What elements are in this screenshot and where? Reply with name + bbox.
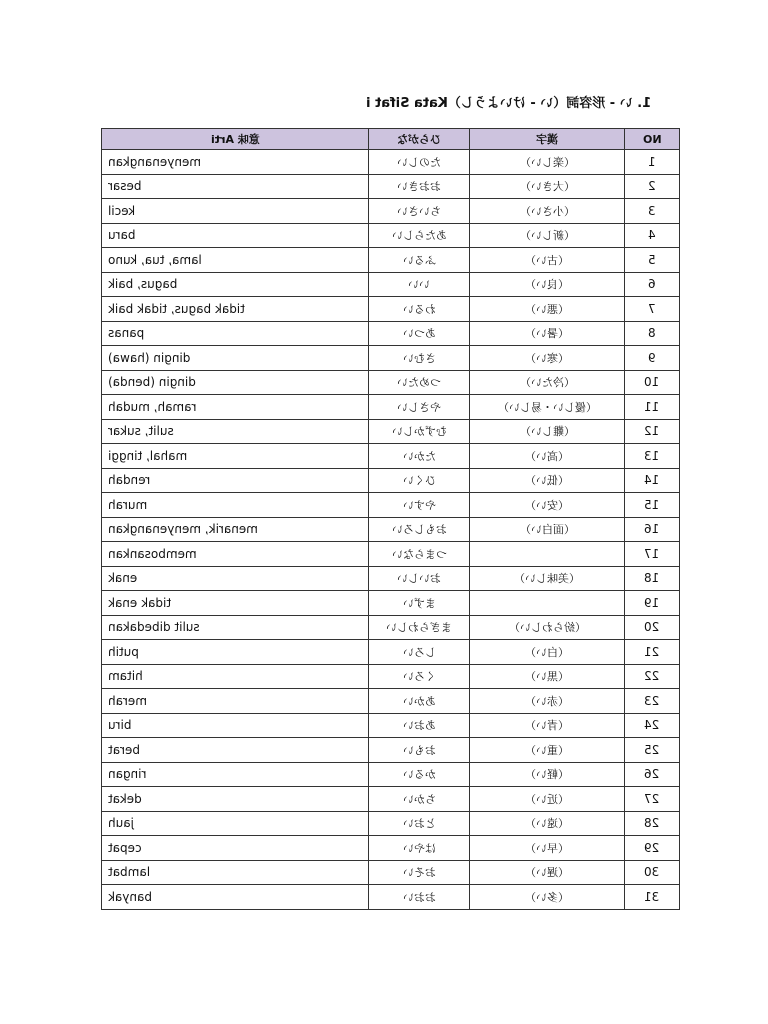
cell-no: 20 bbox=[625, 615, 680, 640]
table-row bbox=[102, 738, 680, 763]
table-row bbox=[102, 566, 680, 591]
cell-arti: biru bbox=[102, 713, 369, 738]
table-row bbox=[102, 762, 680, 787]
cell-hiragana: つまらない bbox=[369, 542, 470, 567]
table-row bbox=[102, 836, 680, 861]
cell-hiragana: あつい bbox=[369, 321, 470, 346]
cell-arti: ringan bbox=[102, 762, 369, 787]
cell-no: 9 bbox=[625, 346, 680, 371]
cell-kanji: （近い） bbox=[470, 787, 625, 812]
cell-no: 12 bbox=[625, 419, 680, 444]
cell-hiragana: いい bbox=[369, 272, 470, 297]
cell-arti: ramah, mudah bbox=[102, 395, 369, 420]
cell-arti: jauh bbox=[102, 811, 369, 836]
cell-hiragana: わるい bbox=[369, 297, 470, 322]
cell-arti: hitam bbox=[102, 664, 369, 689]
header-no: NO bbox=[625, 129, 680, 150]
cell-hiragana: まずい bbox=[369, 591, 470, 616]
table-row bbox=[102, 591, 680, 616]
header-arti: 意味 Arti bbox=[102, 129, 369, 150]
cell-kanji: （赤い） bbox=[470, 689, 625, 714]
cell-hiragana: むずかしい bbox=[369, 419, 470, 444]
cell-no: 23 bbox=[625, 689, 680, 714]
cell-hiragana: しろい bbox=[369, 640, 470, 665]
cell-arti: murah bbox=[102, 493, 369, 518]
table-row bbox=[102, 297, 680, 322]
cell-kanji: （高い） bbox=[470, 444, 625, 469]
cell-kanji: （難しい） bbox=[470, 419, 625, 444]
cell-kanji: （重い） bbox=[470, 738, 625, 763]
cell-no: 1 bbox=[625, 150, 680, 175]
cell-kanji: （大きい） bbox=[470, 174, 625, 199]
table-row bbox=[102, 885, 680, 910]
cell-kanji: （青い） bbox=[470, 713, 625, 738]
cell-arti: merah bbox=[102, 689, 369, 714]
cell-hiragana: あたらしい bbox=[369, 223, 470, 248]
cell-arti: dekat bbox=[102, 787, 369, 812]
table-row bbox=[102, 640, 680, 665]
cell-hiragana: たのしい bbox=[369, 150, 470, 175]
page-title bbox=[366, 92, 656, 111]
cell-arti: dingin (hawa) bbox=[102, 346, 369, 371]
cell-hiragana: まぎらわしい bbox=[369, 615, 470, 640]
table-row bbox=[102, 199, 680, 224]
table-row bbox=[102, 468, 680, 493]
header-kanji: 漢字 bbox=[470, 129, 625, 150]
table-row bbox=[102, 370, 680, 395]
cell-kanji bbox=[470, 542, 625, 567]
cell-arti: tidak bagus, tidak baik bbox=[102, 297, 369, 322]
cell-hiragana: おもい bbox=[369, 738, 470, 763]
cell-kanji: （面白い） bbox=[470, 517, 625, 542]
cell-arti: baru bbox=[102, 223, 369, 248]
cell-no: 4 bbox=[625, 223, 680, 248]
cell-no: 22 bbox=[625, 664, 680, 689]
cell-kanji: （遅い） bbox=[470, 860, 625, 885]
table-row bbox=[102, 713, 680, 738]
table-row bbox=[102, 664, 680, 689]
cell-arti: lama, tua, kuno bbox=[102, 248, 369, 273]
cell-kanji: （美味しい） bbox=[470, 566, 625, 591]
cell-kanji: （軽い） bbox=[470, 762, 625, 787]
table-header-row bbox=[102, 129, 680, 150]
cell-hiragana: あおい bbox=[369, 713, 470, 738]
cell-kanji: （優しい・易しい） bbox=[470, 395, 625, 420]
cell-hiragana: おそい bbox=[369, 860, 470, 885]
cell-no: 13 bbox=[625, 444, 680, 469]
cell-hiragana: かるい bbox=[369, 762, 470, 787]
table-row bbox=[102, 346, 680, 371]
table-row bbox=[102, 860, 680, 885]
cell-kanji: （低い） bbox=[470, 468, 625, 493]
cell-hiragana: はやい bbox=[369, 836, 470, 861]
cell-no: 5 bbox=[625, 248, 680, 273]
cell-arti: tidak enak bbox=[102, 591, 369, 616]
cell-kanji: （良い） bbox=[470, 272, 625, 297]
cell-arti: putih bbox=[102, 640, 369, 665]
cell-no: 24 bbox=[625, 713, 680, 738]
cell-hiragana: ちかい bbox=[369, 787, 470, 812]
cell-no: 17 bbox=[625, 542, 680, 567]
cell-kanji: （紛らわしい） bbox=[470, 615, 625, 640]
cell-no: 8 bbox=[625, 321, 680, 346]
cell-hiragana: ちいさい bbox=[369, 199, 470, 224]
cell-kanji: （黒い） bbox=[470, 664, 625, 689]
cell-hiragana: おおきい bbox=[369, 174, 470, 199]
table-row bbox=[102, 321, 680, 346]
cell-no: 2 bbox=[625, 174, 680, 199]
cell-hiragana: くろい bbox=[369, 664, 470, 689]
cell-hiragana: ひくい bbox=[369, 468, 470, 493]
cell-hiragana: さむい bbox=[369, 346, 470, 371]
cell-no: 21 bbox=[625, 640, 680, 665]
table-row bbox=[102, 419, 680, 444]
table-row bbox=[102, 150, 680, 175]
cell-no: 28 bbox=[625, 811, 680, 836]
table-row bbox=[102, 517, 680, 542]
table-row bbox=[102, 615, 680, 640]
cell-no: 7 bbox=[625, 297, 680, 322]
cell-hiragana: おもしろい bbox=[369, 517, 470, 542]
cell-arti: menyenangkan bbox=[102, 150, 369, 175]
cell-arti: cepat bbox=[102, 836, 369, 861]
cell-arti: panas bbox=[102, 321, 369, 346]
cell-no: 6 bbox=[625, 272, 680, 297]
cell-no: 25 bbox=[625, 738, 680, 763]
cell-kanji: （小さい） bbox=[470, 199, 625, 224]
cell-arti: besar bbox=[102, 174, 369, 199]
cell-arti: mahal, tinggi bbox=[102, 444, 369, 469]
cell-hiragana: とおい bbox=[369, 811, 470, 836]
cell-kanji: （遠い） bbox=[470, 811, 625, 836]
cell-no: 16 bbox=[625, 517, 680, 542]
cell-no: 31 bbox=[625, 885, 680, 910]
cell-kanji: （新しい） bbox=[470, 223, 625, 248]
cell-no: 27 bbox=[625, 787, 680, 812]
page-title-text: 1. い - 形容詞（い - けいようし）Kata Sifat i bbox=[366, 96, 652, 111]
table-row bbox=[102, 395, 680, 420]
table-row bbox=[102, 272, 680, 297]
cell-arti: menarik, menyenangkan bbox=[102, 517, 369, 542]
cell-kanji: （楽しい） bbox=[470, 150, 625, 175]
table-row bbox=[102, 542, 680, 567]
table-row bbox=[102, 174, 680, 199]
cell-arti: bagus, baik bbox=[102, 272, 369, 297]
cell-arti: sulit dibedakan bbox=[102, 615, 369, 640]
cell-kanji: （悪い） bbox=[470, 297, 625, 322]
cell-no: 19 bbox=[625, 591, 680, 616]
table-row bbox=[102, 248, 680, 273]
cell-kanji: （多い） bbox=[470, 885, 625, 910]
cell-arti: rendah bbox=[102, 468, 369, 493]
cell-no: 29 bbox=[625, 836, 680, 861]
table-row bbox=[102, 689, 680, 714]
cell-no: 30 bbox=[625, 860, 680, 885]
cell-no: 11 bbox=[625, 395, 680, 420]
cell-hiragana: たかい bbox=[369, 444, 470, 469]
table-row bbox=[102, 493, 680, 518]
table-row bbox=[102, 223, 680, 248]
cell-no: 18 bbox=[625, 566, 680, 591]
cell-hiragana: あかい bbox=[369, 689, 470, 714]
cell-no: 10 bbox=[625, 370, 680, 395]
cell-hiragana: やさしい bbox=[369, 395, 470, 420]
cell-arti: enak bbox=[102, 566, 369, 591]
cell-kanji: （古い） bbox=[470, 248, 625, 273]
cell-arti: banyak bbox=[102, 885, 369, 910]
cell-kanji: （冷たい） bbox=[470, 370, 625, 395]
cell-arti: membosankan bbox=[102, 542, 369, 567]
cell-arti: dingin (benda) bbox=[102, 370, 369, 395]
cell-hiragana: やすい bbox=[369, 493, 470, 518]
cell-arti: sulit, sukar bbox=[102, 419, 369, 444]
table-row bbox=[102, 444, 680, 469]
table-row bbox=[102, 787, 680, 812]
cell-no: 14 bbox=[625, 468, 680, 493]
cell-no: 3 bbox=[625, 199, 680, 224]
cell-kanji: （白い） bbox=[470, 640, 625, 665]
header-hiragana: ひらがな bbox=[369, 129, 470, 150]
vocabulary-table bbox=[101, 128, 680, 910]
cell-hiragana: おおい bbox=[369, 885, 470, 910]
cell-kanji bbox=[470, 591, 625, 616]
cell-hiragana: つめたい bbox=[369, 370, 470, 395]
cell-no: 26 bbox=[625, 762, 680, 787]
cell-no: 15 bbox=[625, 493, 680, 518]
cell-kanji: （早い） bbox=[470, 836, 625, 861]
cell-arti: kecil bbox=[102, 199, 369, 224]
cell-arti: lambat bbox=[102, 860, 369, 885]
cell-hiragana: おいしい bbox=[369, 566, 470, 591]
cell-kanji: （寒い） bbox=[470, 346, 625, 371]
table-row bbox=[102, 811, 680, 836]
cell-kanji: （安い） bbox=[470, 493, 625, 518]
cell-arti: berat bbox=[102, 738, 369, 763]
cell-hiragana: ふるい bbox=[369, 248, 470, 273]
cell-kanji: （暑い） bbox=[470, 321, 625, 346]
